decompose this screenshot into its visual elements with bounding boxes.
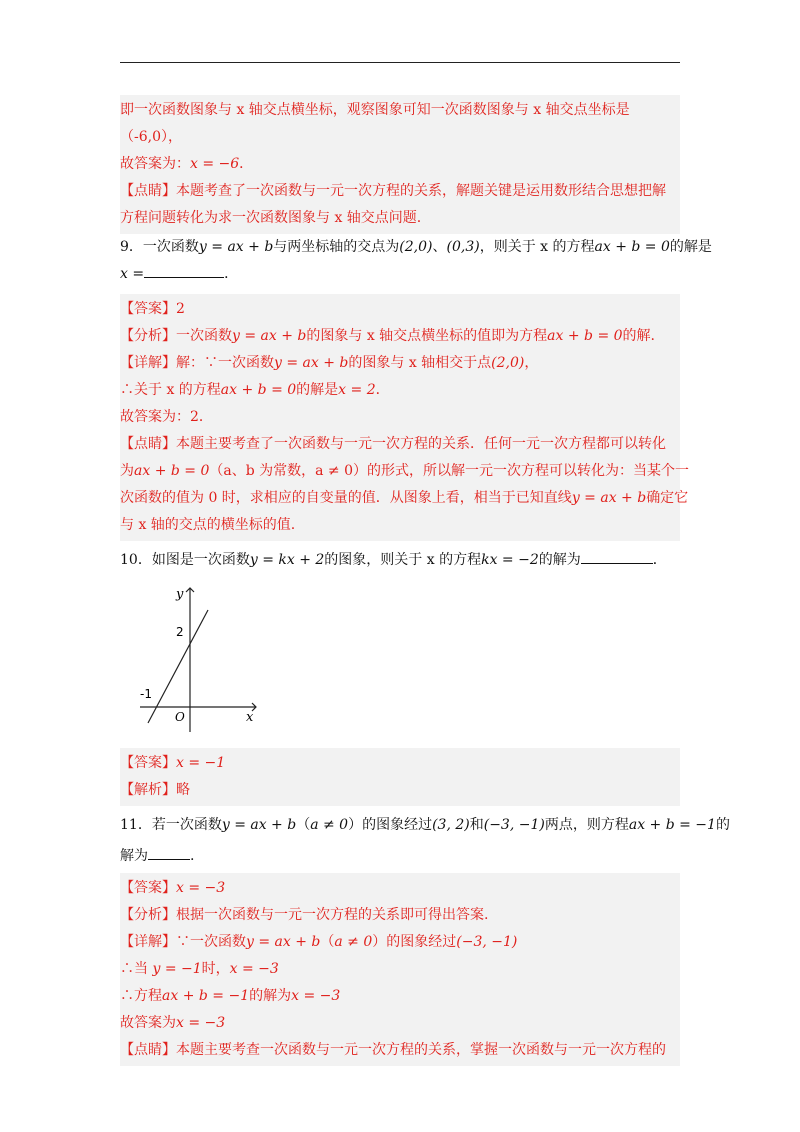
- q9-answer: 【答案】2: [120, 301, 185, 317]
- q8-text-line-1: 即一次函数图象与 x 轴交点横坐标，观察图象可知一次函数图象与 x 轴交点坐标是: [120, 102, 630, 118]
- q9-solution-block: [120, 294, 690, 541]
- q9-therefore: ∴关于 x 的方程ax + b = 0的解是x = 2．: [120, 382, 390, 398]
- q11-comment-line-1: 【点睛】本题主要考查一次函数与一元一次方程的关系，掌握一次函数与一元一次方程的: [120, 1042, 666, 1058]
- q9-question-line-2: x = ．: [120, 261, 680, 288]
- x-axis-label: x: [246, 710, 254, 725]
- q9-comment-line-3: 次函数的值为 0 时，求相应的自变量的值．从图象上看，相当于已知直线y = ax + b确定它: [120, 490, 689, 506]
- q10-answer: 【答案】x = −1: [120, 755, 226, 771]
- q10-question-line: 10．如图是一次函数y = kx + 2的图象，则关于 x 的方程kx = −2的解为 ．: [120, 547, 680, 574]
- q9-detail: 【详解】解：∵一次函数y = ax + b的图象与 x 轴相交于点(2,0)，: [120, 355, 539, 371]
- origin-label: O: [175, 710, 185, 724]
- q11-answer: 【答案】x = −3: [120, 880, 226, 896]
- q11-result: 故答案为x = −3: [120, 1015, 226, 1031]
- q11-question-line-1: 11．若一次函数y = ax + b（a ≠ 0）的图象经过(3, 2)和(−3, −1)两点，则方程ax + b = −1的: [120, 817, 730, 833]
- q8-text-line-2: （-6,0），: [120, 129, 182, 145]
- q8-result-line: 故答案为：x = −6．: [120, 156, 254, 172]
- y-axis-label: y: [176, 587, 184, 602]
- q8-solution-block: [120, 95, 680, 234]
- q9-question-line-1: 9．一次函数y = ax + b与两坐标轴的交点为(2,0)、(0,3)，则关于 x 的方程ax + b = 0的解是: [120, 239, 712, 255]
- q9-comment-line-1: 【点睛】本题主要考查了一次函数与一元一次方程的关系．任何一元一次方程都可以转化: [120, 436, 666, 452]
- header-rule: [120, 62, 680, 63]
- document-body: [120, 95, 730, 1066]
- y-intercept-label: 2: [176, 625, 184, 639]
- q10-answer-blank: [581, 549, 653, 564]
- q9-comment-line-4: 与 x 轴的交点的横坐标的值.: [120, 517, 296, 533]
- q11-analysis: 【分析】根据一次函数与一元一次方程的关系即可得出答案.: [120, 907, 489, 923]
- q8-comment-line-2: 方程问题转化为求一次函数图象与 x 轴交点问题.: [120, 210, 422, 226]
- q8-comment-line-1: 【点睛】本题考查了一次函数与一元一次方程的关系，解题关键是运用数形结合思想把解: [120, 183, 666, 199]
- q11-solution-block: [120, 873, 680, 1066]
- q10-solution-block: [120, 748, 680, 806]
- q9-analysis: 【分析】一次函数y = ax + b的图象与 x 轴交点横坐标的值即为方程ax + b = 0的解.: [120, 328, 655, 344]
- q11-detail: 【详解】∵一次函数y = ax + b（a ≠ 0）的图象经过(−3, −1): [120, 934, 518, 950]
- q9-result: 故答案为：2．: [120, 409, 213, 425]
- q11-question-line-2: 解为 .: [120, 839, 680, 873]
- q9-comment-line-2: 为ax + b = 0（a、b 为常数，a ≠ 0）的形式，所以解一元一次方程可以转化为：当某个一: [120, 463, 690, 479]
- q10-linear-function-graph: [128, 580, 268, 740]
- q11-answer-blank: [148, 845, 190, 860]
- q9-answer-blank: [144, 263, 224, 278]
- x-intercept-label: -1: [140, 687, 152, 701]
- q11-therefore-1: ∴当 y = −1时，x = −3: [120, 961, 279, 977]
- q10-analysis: 【解析】略: [120, 782, 190, 798]
- q11-therefore-2: ∴方程ax + b = −1的解为x = −3: [120, 988, 341, 1004]
